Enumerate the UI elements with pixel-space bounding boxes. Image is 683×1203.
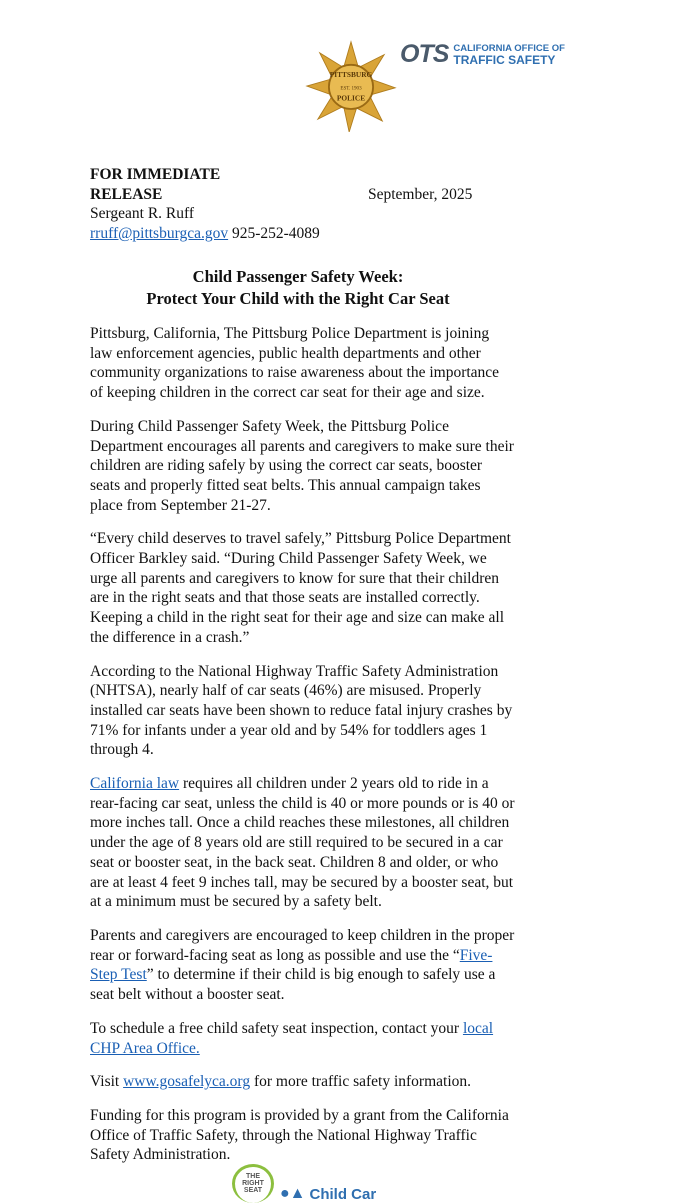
five-step-text-b: ” to determine if their child is big enough to safely use a seat belt without a booster seat.	[90, 966, 496, 1004]
paragraph-california-law	[90, 774, 515, 912]
california-law-text: requires all children under 2 years old to ride in a rear-facing car seat, unless the child is 40 or more pounds or is 40 or more inches tall. Once a child reaches these milestones, all children under the age of 8 years old are still required to be secured in a car seat or booster seat, in the back seat. Children 8 and older, or who are at least 4 feet 9 inches tall, may be secured by a booster seat, but at a minimum must be secured by a safety belt.	[90, 775, 515, 911]
right-seat-icon	[232, 1164, 274, 1203]
release-label-line1: FOR IMMEDIATE	[90, 166, 221, 183]
paragraph-funding: Funding for this program is provided by a grant from the California Office of Traffic Safety, through the National Highway Traffic Safety Administration.	[90, 1106, 509, 1164]
five-step-test-link[interactable]: Five-Step Test	[90, 946, 493, 984]
ots-mark: OTS	[400, 39, 449, 68]
gosafelyca-link[interactable]: www.gosafelyca.org	[123, 1073, 251, 1091]
article-body	[90, 324, 515, 1179]
visit-text-b: for more traffic safety information.	[250, 1073, 472, 1091]
inspection-text: To schedule a free child safety seat inspection, contact your	[90, 1019, 463, 1037]
paragraph-campaign: During Child Passenger Safety Week, the Pittsburg Police Department encourages all parents and caregivers to make sure their children are riding safely by using the correct car seats, booster seats and properly fitted seat belts. This annual campaign takes place from September 21-27.	[90, 417, 514, 514]
paragraph-statistics: According to the National Highway Traffic Safety Administration (NHTSA), nearly half of car seats (46%) are misused. Properly installed car seats have been shown to reduce fatal injury crashes by 71% for infants under a year old and by 54% for toddlers ages 1 through 4.	[90, 662, 513, 759]
paragraph-five-step	[90, 926, 515, 1005]
release-label-line2: RELEASE	[90, 185, 163, 203]
badge-bottom-text: POLICE	[336, 93, 366, 103]
paragraph-quote: “Every child deserves to travel safely,” Pittsburg Police Department Officer Barkley said. “During Child Passenger Safety Week, we urge all parents and caregivers to know for sure that their children are in the right seats and that those seats are installed correctly. Keeping a child in the right seat for their age and size can make all the difference in a crash.”	[90, 530, 511, 646]
ots-line2: TRAFFIC SAFETY	[453, 52, 556, 67]
badge-top-text: PITTSBURG	[329, 69, 373, 79]
visit-text-a: Visit	[90, 1073, 124, 1091]
title-line1: Child Passenger Safety Week:	[192, 267, 404, 286]
badge-est-text: EST. 1903	[340, 85, 362, 92]
release-header	[90, 165, 510, 243]
california-law-link[interactable]: California law	[90, 775, 180, 793]
paragraph-inspection	[90, 1019, 515, 1058]
family-icon: ●▲	[280, 1185, 306, 1202]
contact-line	[90, 224, 510, 244]
ots-name	[453, 43, 565, 66]
pittsburg-police-badge-logo	[305, 40, 397, 132]
chp-office-link[interactable]: local CHP Area Office.	[90, 1019, 494, 1057]
ots-logo	[400, 40, 565, 68]
contact-phone: 925-252-4089	[231, 224, 320, 242]
contact-email-link[interactable]: rruff@pittsburgca.gov	[90, 224, 229, 242]
paragraph-visit	[90, 1072, 515, 1092]
child-car-text: Child Car	[309, 1186, 377, 1203]
child-car-seat-logo	[232, 1164, 376, 1203]
page-title	[90, 266, 506, 310]
paragraph-intro: Pittsburg, California, The Pittsburg Police Department is joining law enforcement agencies, public health departments and other community organizations to raise awareness about the importance of keeping children in the correct car seat for their age and size.	[90, 325, 500, 402]
five-step-text-a: Parents and caregivers are encouraged to keep children in the proper rear or forward-facing seat as long as possible and use the “	[90, 926, 515, 964]
title-line2: Protect Your Child with the Right Car Seat	[146, 289, 450, 308]
release-date: September, 2025	[368, 185, 473, 203]
right-seat-text: THE RIGHT SEAT	[242, 1173, 264, 1194]
ots-line1: CALIFORNIA OFFICE OF	[453, 42, 565, 54]
contact-name: Sergeant R. Ruff	[90, 205, 195, 222]
